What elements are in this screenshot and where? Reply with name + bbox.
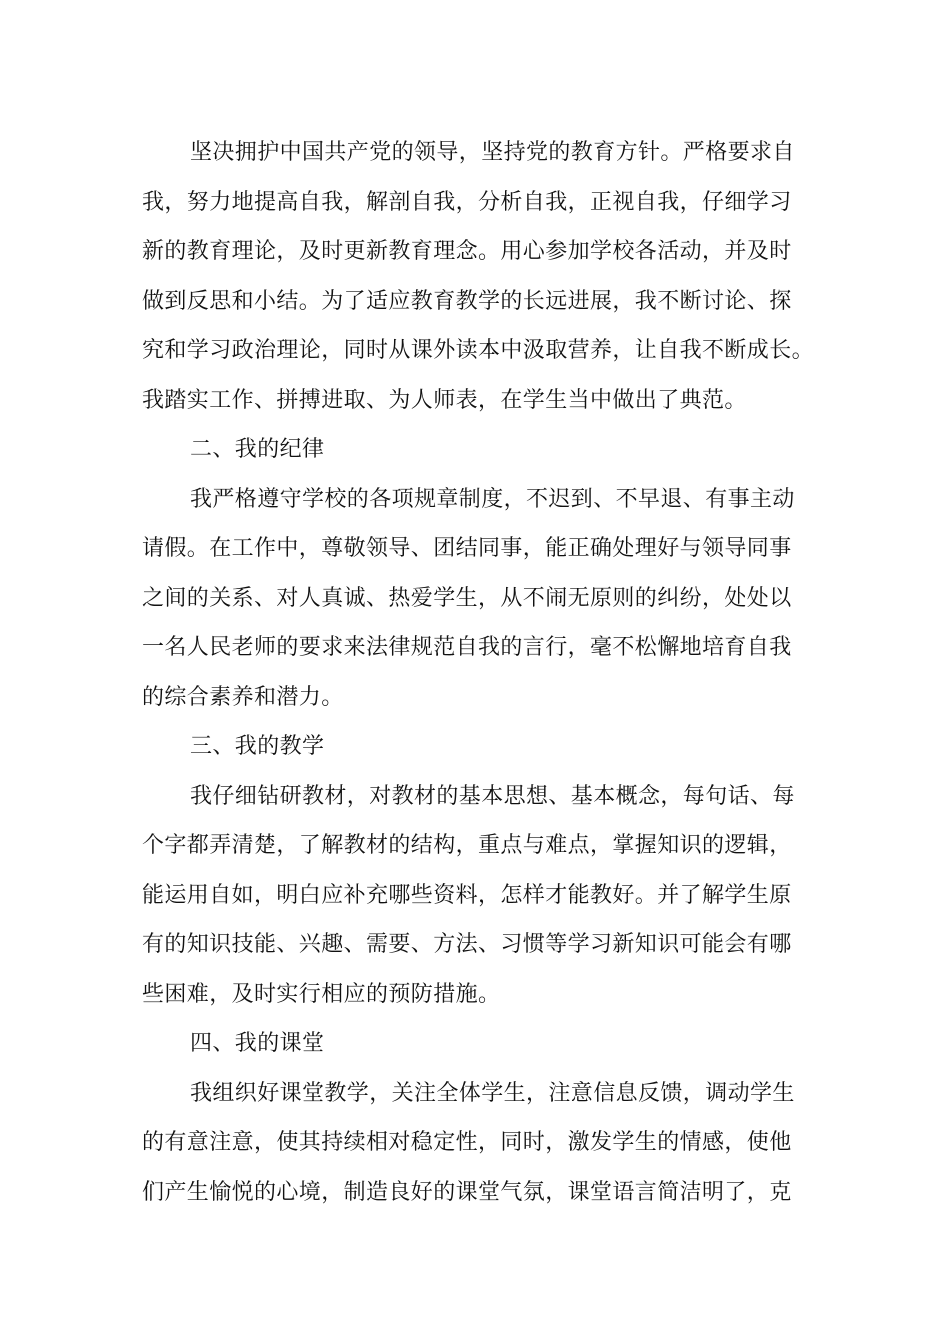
text-line: 做到反思和小结。为了适应教育教学的长远进展，我不断讨论、探: [142, 288, 792, 314]
text-line: 我严格遵守学校的各项规章制度，不迟到、不早退、有事主动: [190, 486, 795, 512]
text-line: 之间的关系、对人真诚、热爱学生，从不闹无原则的纠纷，处处以: [142, 585, 792, 611]
text-line: 请假。在工作中，尊敬领导、团结同事，能正确处理好与领导同事: [142, 536, 792, 561]
text-line: 能运用自如，明白应补充哪些资料，怎样才能教好。并了解学生原: [142, 882, 792, 908]
text-line: 有的知识技能、兴趣、需要、方法、习惯等学习新知识可能会有哪: [142, 932, 792, 957]
section-heading: 四、我的课堂: [190, 1031, 325, 1056]
text-line: 我，努力地提高自我，解剖自我，分析自我，正视自我，仔细学习: [142, 189, 792, 215]
text-line: 个字都弄清楚，了解教材的结构，重点与难点，掌握知识的逻辑，: [142, 833, 792, 858]
text-line: 新的教育理论，及时更新教育理念。用心参加学校各活动，并及时: [142, 239, 792, 264]
document-body: [142, 128, 815, 1217]
text-line: 们产生愉悦的心境，制造良好的课堂气氛，课堂语言简洁明了，克: [142, 1179, 792, 1205]
text-line: 我组织好课堂教学，关注全体学生，注意信息反馈，调动学生: [190, 1080, 795, 1106]
section-heading: 二、我的纪律: [190, 437, 325, 462]
text-line: 我踏实工作、拼搏进取、为人师表，在学生当中做出了典范。: [142, 387, 747, 413]
text-line: 究和学习政治理论，同时从课外读本中汲取营养，让自我不断成长。: [142, 338, 815, 363]
text-line: 一名人民老师的要求来法律规范自我的言行，毫不松懈地培育自我: [142, 635, 792, 660]
section-heading: 三、我的教学: [190, 734, 325, 759]
text-line: 些困难，及时实行相应的预防措施。: [142, 981, 501, 1007]
text-line: 我仔细钻研教材，对教材的基本思想、基本概念，每句话、每: [190, 783, 795, 809]
text-line: 的综合素养和潜力。: [142, 684, 344, 710]
text-line: 坚决拥护中国共产党的领导，坚持党的教育方针。严格要求自: [190, 140, 795, 165]
text-line: 的有意注意，使其持续相对稳定性，同时，激发学生的情感，使他: [142, 1130, 792, 1155]
